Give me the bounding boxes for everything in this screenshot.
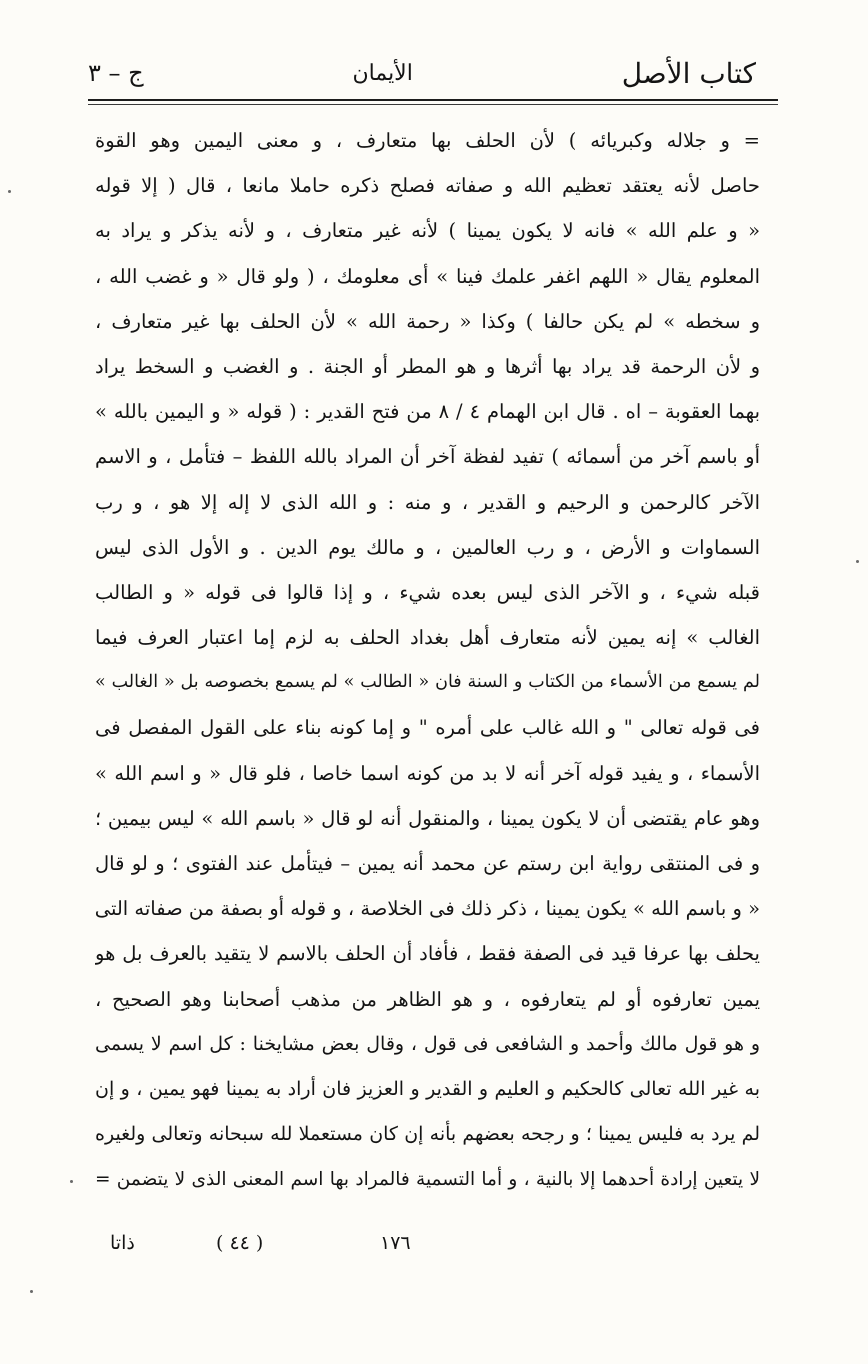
text-line: فى قوله تعالى " و الله غالب على أمره " و إما كونه بناء على القول المفصل فى bbox=[95, 716, 760, 740]
text-line: الآخر كالرحمن و الرحيم و القدير ، و منه : و الله الذى لا إله إلا هو ، و رب bbox=[95, 490, 760, 514]
text-line: به غير الله تعالى كالحكيم و العليم و القدير و العزيز فان أراد به يمينا فهو يمين ، و إن bbox=[95, 1077, 760, 1100]
text-line: و فى المنتقى رواية ابن رستم عن محمد أنه يمين – فيتأمل عند الفتوى ؛ و لو قال bbox=[95, 852, 760, 875]
scan-speck bbox=[30, 1290, 33, 1293]
text-line: المعلوم يقال « اللهم اغفر علمك فينا » أى معلومك ، ( ولو قال « و غضب الله ، bbox=[95, 264, 760, 288]
text-line: = و جلاله وكبريائه ) لأن الحلف بها متعارف ، و معنى اليمين وهو القوة bbox=[95, 129, 760, 152]
text-line: وهو عام يقتضى أن لا يكون يمينا ، والمنقول أنه لو قال « باسم الله » ليس بيمين ؛ bbox=[95, 806, 760, 830]
text-line: حاصل لأنه يعتقد تعظيم الله و صفاته فصلح ذكره حاملا مانعا ، قال ( إلا قوله bbox=[95, 174, 760, 198]
text-line: السماوات و الأرض ، و رب العالمين ، و مالك يوم الدين . و الأول الذى ليس bbox=[95, 535, 760, 559]
text-line: بهما العقوبة – اه . قال ابن الهمام ٤ / ٨ من فتح القدير : ( قوله « و اليمين بالله » bbox=[95, 400, 760, 424]
text-line: الأسماء ، و يفيد قوله آخر أنه لا بد من كونه اسما خاصا ، فلو قال « و اسم الله » bbox=[95, 761, 760, 785]
text-line: « و علم الله » فانه لا يكون يمينا ) لأنه غير متعارف ، و لأنه يذكر و يراد به bbox=[95, 219, 760, 243]
text-line: يحلف بها عرفا قيد فى الصفة فقط ، فأفاد أن الحلف بالاسم لا يتقيد بالعرف بل هو bbox=[95, 942, 760, 966]
scan-speck bbox=[856, 560, 859, 563]
chapter-title: الأيمان bbox=[352, 60, 413, 86]
page-number: ١٧٦ bbox=[380, 1232, 411, 1254]
signature-mark: ( ٤٤ ) bbox=[216, 1232, 264, 1254]
text-line: الغالب » إنه يمين لأنه متعارف أهل بغداد الحلف به لزم إما اعتبار العرف فيما bbox=[95, 626, 760, 650]
text-line: « و باسم الله » يكون يمينا ، ذكر ذلك فى الخلاصة ، و قوله أو بصفة من صفاته التى bbox=[95, 897, 760, 921]
body-text bbox=[95, 118, 760, 1203]
header-rule-thin bbox=[88, 104, 778, 105]
text-line: يمين تعارفوه أو لم يتعارفوه ، و هو الظاهر من مذهب أصحابنا وهو الصحيح ، bbox=[95, 987, 760, 1011]
text-line: لم يسمع من الأسماء من الكتاب و السنة فان « الطالب » لم يسمع بخصوصه بل « الغالب » bbox=[95, 672, 760, 693]
catchword: ذاتا bbox=[110, 1232, 135, 1254]
running-header bbox=[88, 52, 756, 94]
text-line: و لأن الرحمة قد يراد بها أثرها و هو المطر أو الجنة . و الغضب و السخط يراد bbox=[95, 354, 760, 378]
text-line: أو باسم آخر من أسمائه ) تفيد لفظة آخر أن المراد بالله اللفظ – فتأمل ، و الاسم bbox=[95, 445, 760, 469]
scan-speck bbox=[8, 190, 11, 193]
text-line: لا يتعين إرادة أحدهما إلا بالنية ، و أما التسمية فالمراد بها اسم المعنى الذى لا يتضمن = bbox=[95, 1169, 760, 1191]
scan-speck bbox=[70, 1180, 73, 1183]
volume-number: ج – ٣ bbox=[88, 59, 144, 87]
text-line: و هو قول مالك وأحمد و الشافعى فى قول ، وقال بعض مشايخنا : كل اسم لا يسمى bbox=[95, 1032, 760, 1055]
text-line: قبله شيء ، و الآخر الذى ليس بعده شيء ، و إذا قالوا فى قوله « و الطالب bbox=[95, 580, 760, 604]
header-rule bbox=[88, 99, 778, 101]
text-line: لم يرد به فليس يمينا ؛ و رجحه بعضهم بأنه إن كان مستعملا لله سبحانه وتعالى ولغيره bbox=[95, 1123, 760, 1146]
text-line: و سخطه » لم يكن حالفا ) وكذا « رحمة الله » لأن الحلف بها غير متعارف ، bbox=[95, 309, 760, 333]
book-title: كتاب الأصل bbox=[621, 56, 756, 90]
